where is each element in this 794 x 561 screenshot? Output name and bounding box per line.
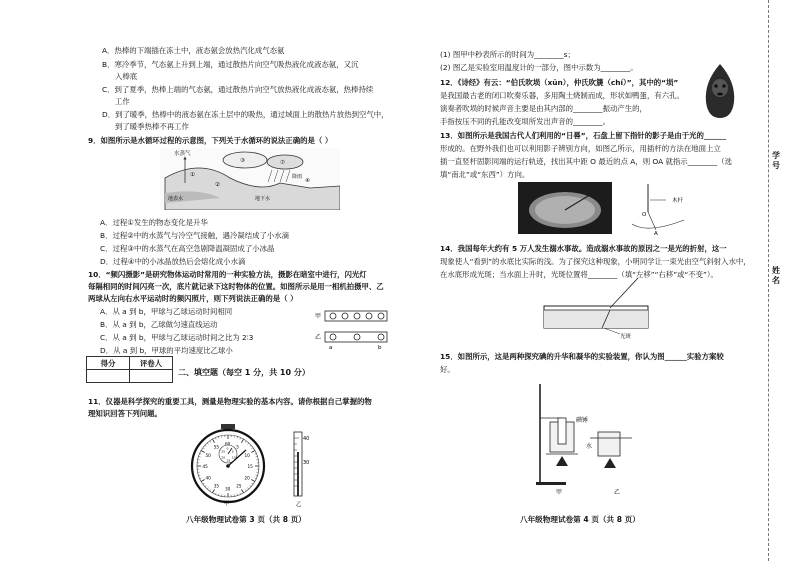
fig-label-rain: 降雨 (292, 174, 303, 180)
score-cell[interactable] (87, 370, 130, 383)
fig-label-1: ① (190, 172, 195, 178)
thermometer-figure (290, 430, 312, 508)
stopwatch-second-label: 15 (247, 464, 253, 469)
thermo-label-yi: 乙 (296, 502, 302, 508)
page-4-footer: 八年级物理试卷第 4 页（共 8 页） (520, 515, 640, 524)
q12-line-3: 演奏者吹埙的时候声音主要是由其内部的________振动产生的， (440, 104, 647, 113)
stopwatch-minute-label: 20 (221, 455, 226, 460)
stopwatch-second-label: 30 (225, 486, 231, 492)
fig-label-7: ⑦ (280, 160, 285, 166)
q8-option-d: D．到了暖季，热棒中的液态氨在冻土层中的吸热，通过域面上的散热片放热到空气中， (102, 110, 389, 119)
point-a-label: A (654, 231, 658, 236)
iodine-label: 碘锤 (576, 417, 589, 424)
fig-label-3: ③ (240, 158, 245, 164)
q10-option-a: A．从 a 到 b，甲球与乙球运动时间相同 (100, 307, 233, 316)
strobe-photo-figure (315, 308, 397, 350)
q11-stem-2: 理知识回答下列问题。 (88, 409, 162, 418)
q11-stem-1: 11．仪器是科学探究的重要工具，测量是物理实验的基本内容。请你根据自己掌握的物 (88, 397, 372, 406)
q10-stem-1: 10．“频闪摄影”是研究物体运动时常用的一种实验方法，摄影在暗室中进行，闪光灯 (88, 270, 367, 279)
grader-cell[interactable] (130, 370, 173, 383)
fig-label-vapor: 水蒸气 (174, 151, 191, 157)
stopwatch-minute-label: 5 (231, 449, 234, 454)
point-o-label: O (642, 212, 647, 218)
q14-line-3: 在水底形成光斑；当水面上升时，光斑位置将________（填“左移”“右移”或“不变”）。 (440, 270, 718, 279)
strobe-label-jia: 甲 (315, 313, 322, 320)
light-spot-label: 光斑 (620, 334, 632, 340)
q10-option-d: D．从 a 到 b，甲球的平均速度比乙球小 (100, 346, 233, 355)
strobe-label-b: b (378, 345, 382, 350)
fig-label-4: ④ (305, 178, 310, 184)
q14-line-1: 14．我国每年大约有 5 万人发生溺水事故。造成溺水事故的原因之一是光的折射，这一 (440, 244, 727, 253)
q9-option-a: A．过程①发生的物态变化是升华 (100, 218, 208, 227)
q10-stem-2: 每隔相同的时间闪亮一次，底片就记录下这时物体的位置。如图所示是用一相机拍摄甲、乙 (88, 282, 384, 291)
iodine-experiment-figure (536, 378, 656, 496)
strobe-label-yi: 乙 (315, 334, 322, 341)
stopwatch-second-label: 45 (202, 464, 208, 469)
bind-char-xing: 姓 (772, 266, 780, 275)
q8-option-b-cont: 入棒底 (115, 72, 138, 81)
stopwatch-minute-label: 25 (221, 449, 226, 454)
stopwatch-figure (188, 424, 268, 506)
refraction-tank-figure (538, 278, 658, 340)
section-2-title: 二、填空题（每空 1 分，共 10 分） (178, 368, 310, 377)
q8-option-d-cont: 到了暖季热棒不再工作 (115, 122, 189, 131)
stopwatch-second-label: 25 (236, 483, 242, 489)
q15-line-1: 15．如图所示，这是两种探究碘的升华和凝华的实验装置，你认为图______实验方案较 (440, 352, 724, 361)
q13-line-1: 13．如图所示是我国古代人们利用的“日晷”，石盘上留下指针的影子是由于光的______ (440, 131, 727, 140)
grader-cell-label: 评卷人 (130, 357, 173, 370)
bind-char-hao: 号 (772, 161, 780, 170)
q9-option-b: B．过程②中的水蒸气与冷空气接触，遇冷凝结成了小水滴 (100, 231, 290, 240)
stopwatch-second-label: 20 (244, 475, 250, 481)
thermo-label-40: 40 (303, 436, 310, 442)
score-table (86, 356, 173, 383)
exp-label-jia: 甲 (556, 489, 563, 496)
q10-stem-3: 两球从左向右水平运动时的频闪照片，则下列说法正确的是（ ） (88, 294, 298, 303)
fig-label-surface-water: 地表水 (168, 196, 184, 202)
stopwatch-minute-label: 10 (231, 455, 236, 460)
stopwatch-second-label: 55 (213, 444, 220, 450)
bind-char-xue: 学 (772, 151, 780, 160)
water-cycle-figure (160, 148, 340, 210)
stopwatch-second-label: 5 (236, 444, 239, 450)
thermo-label-30: 30 (303, 460, 310, 466)
stopwatch-second-label: 10 (244, 452, 250, 458)
fig-label-2: ② (215, 182, 220, 188)
q8-option-c-cont: 工作 (115, 97, 130, 106)
stopwatch-minute-label: 0 (226, 446, 229, 451)
page-3-footer: 八年级物理试卷第 3 页（共 8 页） (186, 515, 306, 524)
q8-option-c: C．到了夏季，热棒上端的气态氨，通过散热片向空气放热液化成液态氨，热棒持续 (102, 85, 374, 94)
shadow-stick-figure (626, 180, 706, 236)
q8-option-b: B．寒冷季节，气态氨上升到上端，通过散热片向空气吸热液化成液态氨，又沉 (102, 60, 359, 69)
q11-sub-1: (1) 图甲中秒表所示的时间为________s； (440, 50, 575, 59)
q9-option-c: C．过程③中的水蒸气在高空急剧降温凝固成了小冰晶 (100, 244, 275, 253)
fig-label-ground-water: 地下水 (255, 196, 271, 202)
q8-option-a: A．热棒的下端插在冻土中，液态氨会放热汽化成气态氨 (102, 46, 285, 55)
q11-sub-2: (2) 图乙是实验室用温度计的一部分，图中示数为________。 (440, 63, 638, 72)
q12-line-2: 是我国最古老的闭口吹奏乐器，多用陶土烧制而成，形状如鸭蛋，有六孔。 (440, 91, 684, 100)
exp-label-yi: 乙 (614, 489, 621, 496)
score-cell-label: 得分 (87, 357, 130, 370)
stopwatch-second-label: 35 (213, 483, 220, 489)
stopwatch-second-label: 40 (205, 475, 211, 481)
q13-line-3: 插一直竖杆固影同端的运行轨迹，找出其中距 O 最近的点 A，则 OA 就指示________（选 (440, 157, 733, 166)
bind-char-ming: 名 (772, 276, 780, 285)
stopwatch-second-label: 60 (225, 441, 231, 447)
xun-instrument-figure (700, 62, 740, 120)
stopwatch-minute-label: 15 (226, 458, 231, 463)
right-page (404, 0, 794, 561)
q13-line-2: 形成的。在野外我们也可以利用影子辨别方向，如图乙所示，用插杆的方法在地面上立 (440, 144, 721, 153)
strobe-label-a: a (329, 345, 333, 350)
stick-label: 木杆 (672, 198, 684, 204)
water-label: 水 (586, 443, 593, 450)
q14-line-2: 现象使人“看到”的水底比实际的浅。为了探究这种现象，小明同学让一束光由空气斜射入水中， (440, 257, 751, 266)
sundial-figure (518, 182, 612, 234)
q9-stem: 9．如图所示是水循环过程的示意图，下列关于水循环的说法正确的是（ ） (88, 136, 333, 145)
q13-line-4: 填“南北”或“东西”）方向。 (440, 170, 530, 179)
q10-option-b: B．从 a 到 b，乙球做匀速直线运动 (100, 320, 218, 329)
q15-line-2: 好。 (440, 365, 455, 374)
q10-option-c: C．从 a 到 b，甲球与乙球运动时间之比为 2∶3 (100, 333, 254, 342)
stopwatch-label-jia: 甲 (224, 501, 230, 506)
q12-line-4: 手指按压不同的孔能改变埙所发出声音的________。 (440, 117, 610, 126)
binding-margin (772, 0, 790, 561)
q12-line-1: 12．《诗经》有云：“伯氏吹埙（xūn），仲氏吹篪（chí）”，其中的“埙” (440, 78, 679, 87)
binding-line (768, 0, 769, 561)
stopwatch-second-label: 50 (205, 452, 211, 458)
q9-option-d: D．过程④中的小冰晶放热后会熔化成小水滴 (100, 257, 246, 266)
